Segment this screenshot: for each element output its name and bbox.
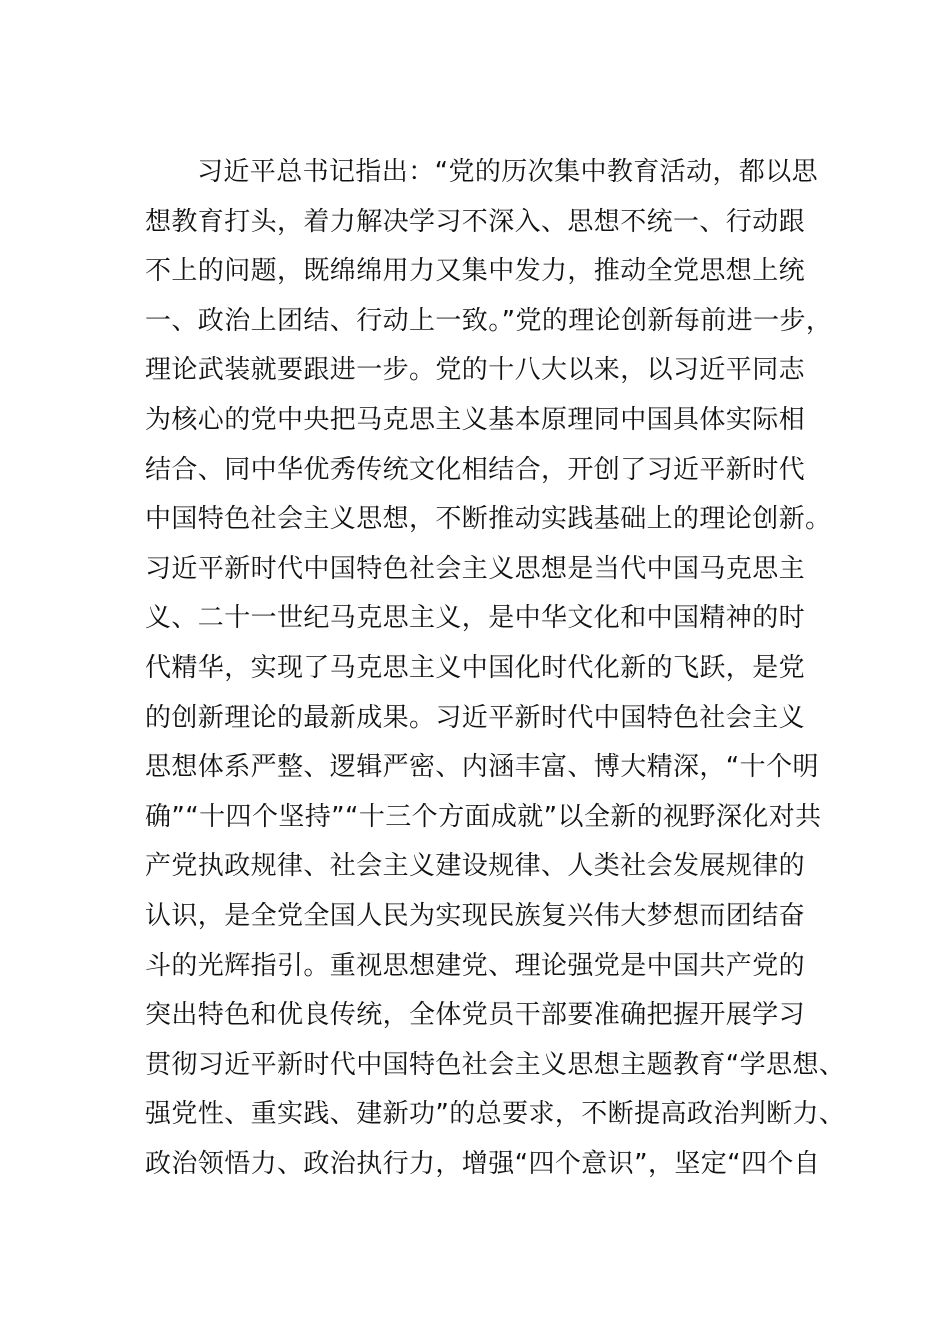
text-line: 突出特色和优良传统，全体党员干部要准确把握开展学习: [145, 1000, 806, 1031]
text-line: 的创新理论的最新成果。习近平新时代中国特色社会主义: [145, 702, 806, 733]
body-paragraph: [145, 148, 846, 1189]
text-line: 思想体系严整、逻辑严密、内涵丰富、博大精深，“十个明: [145, 752, 819, 783]
text-line: 为核心的党中央把马克思主义基本原理同中国具体实际相: [145, 404, 806, 435]
text-line: 不上的问题，既绵绵用力又集中发力，推动全党思想上统: [145, 256, 806, 287]
text-line: 贯彻习近平新时代中国特色社会主义思想主题教育“学思想、: [145, 1049, 846, 1080]
text-line: 确”“十四个坚持”“十三个方面成就”以全新的视野深化对共: [145, 801, 822, 832]
text-line: 代精华，实现了马克思主义中国化时代化新的飞跃，是党: [145, 652, 806, 683]
text-line: 理论武装就要跟进一步。党的十八大以来，以习近平同志: [145, 355, 806, 386]
text-line: 一、政治上团结、行动上一致。”党的理论创新每前进一步，: [145, 305, 833, 336]
text-line: 习近平总书记指出：“党的历次集中教育活动，都以思: [197, 157, 819, 187]
text-line: 政治领悟力、政治执行力，增强“四个意识”，坚定“四个自: [145, 1148, 821, 1179]
text-line: 强党性、重实践、建新功”的总要求，不断提高政治判断力、: [145, 1099, 846, 1130]
text-line: 认识，是全党全国人民为实现民族复兴伟大梦想而团结奋: [145, 900, 806, 931]
text-line: 习近平新时代中国特色社会主义思想是当代中国马克思主: [145, 553, 806, 584]
text-line: 斗的光辉指引。重视思想建党、理论强党是中国共产党的: [145, 950, 806, 981]
text-line: 产党执政规律、社会主义建设规律、人类社会发展规律的: [145, 851, 806, 882]
text-line: 想教育打头，着力解决学习不深入、思想不统一、行动跟: [145, 206, 806, 237]
text-line: 中国特色社会主义思想，不断推动实践基础上的理论创新。: [145, 504, 832, 535]
text-line: 结合、同中华优秀传统文化相结合，开创了习近平新时代: [145, 454, 806, 485]
text-line: 义、二十一世纪马克思主义，是中华文化和中国精神的时: [145, 603, 806, 634]
